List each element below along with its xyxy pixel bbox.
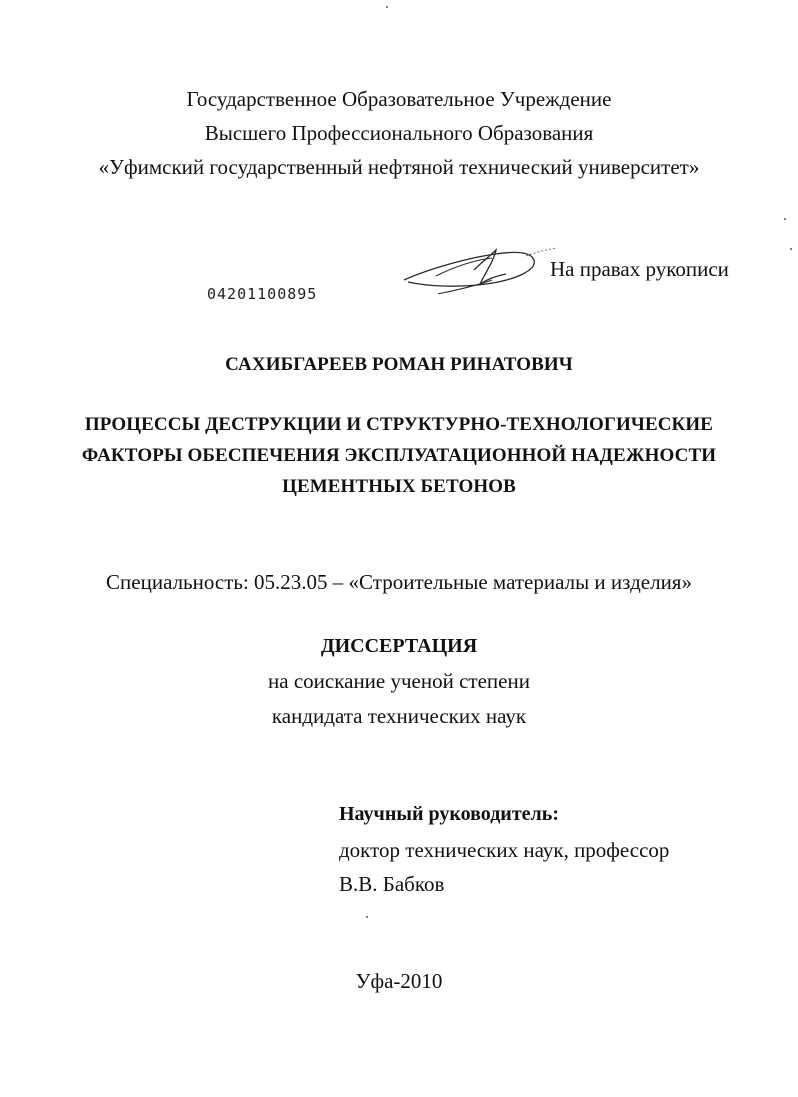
title-line-1: ПРОЦЕССЫ ДЕСТРУКЦИИ И СТРУКТУРНО-ТЕХНОЛОГИЧЕСКИЕ	[84, 414, 714, 435]
supervisor-name: В.В. Бабков	[339, 872, 445, 896]
title-line-2: ФАКТОРЫ ОБЕСПЕЧЕНИЯ ЭКСПЛУАТАЦИОННОЙ НАДЕЖНОСТИ	[81, 445, 717, 466]
archive-number: 04201100895	[207, 285, 318, 303]
supervisor-heading: Научный руководитель:	[339, 803, 559, 825]
supervisor-degree: доктор технических наук, профессор	[339, 838, 670, 862]
scan-speck	[784, 218, 786, 220]
scan-speck	[386, 6, 388, 8]
author-name: САХИБГАРЕЕВ РОМАН РИНАТОВИЧ	[225, 354, 573, 375]
work-type-line-1: на соискание ученой степени	[268, 669, 530, 693]
scan-speck	[366, 916, 368, 918]
institution-line-3: «Уфимский государственный нефтяной технический университет»	[98, 155, 700, 179]
institution-line-2: Высшего Профессионального Образования	[204, 121, 594, 145]
work-type-line-2: кандидата технических наук	[271, 704, 527, 728]
scan-speck	[790, 248, 792, 250]
title-line-3: ЦЕМЕНТНЫХ БЕТОНОВ	[282, 476, 516, 497]
work-type-heading: ДИССЕРТАЦИЯ	[320, 635, 478, 657]
place-year: Уфа-2010	[355, 969, 443, 993]
signature-icon	[396, 240, 566, 300]
specialty-line: Специальность: 05.23.05 – «Строительные материалы и изделия»	[106, 570, 692, 594]
institution-line-1: Государственное Образовательное Учреждение	[186, 87, 612, 111]
rights-note: На правах рукописи	[550, 257, 729, 281]
